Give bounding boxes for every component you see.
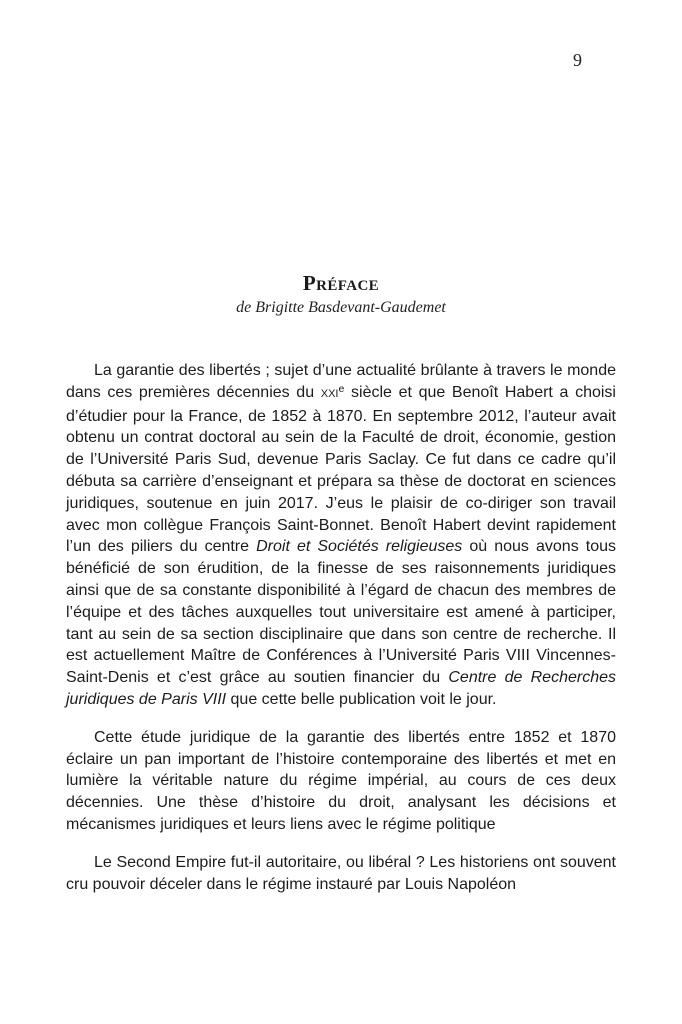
chapter-title: Préface bbox=[302, 271, 380, 295]
paragraph bbox=[66, 852, 616, 896]
text-run: où nous avons tous bénéficié de son érudition, de la finesse de ses raisonnements juridiques ainsi que de sa constante disponibilité à l’égard de chacun des membres de l’équipe et des tâches auxquelles tout universitaire est amené à participer, tant au sein de sa section disciplinaire que dans son centre de recherche. Il est actuellement Maître de Conférences à l’Université Paris VIII Vincennes-Saint-Denis et c’est grâce au soutien financier du bbox=[66, 538, 617, 687]
text-run: La garantie des libertés ; sujet d’une actualité brûlante à travers le monde dans ces premières décennies du bbox=[66, 362, 616, 401]
text-run: que cette belle publication voit le jour. bbox=[226, 690, 497, 708]
text-run: siècle et que Benoît Habert a choisi d’étudier pour la France, de 1852 à 1870. En septembre 2012, l’auteur avait obtenu un contrat doctoral au sein de la Faculté de droit, économie, gestion de l’Université Paris Sud, devenue Paris Saclay. Ce fut dans ce cadre qu’il débuta sa carrière d’enseignant et prépara sa thèse de doctorat en sciences juridiques, soutenue en juin 2017. J’eus le plaisir de co-diriger son travail avec mon collègue François Saint-Bonnet. Benoît Habert devint rapidement l’un des piliers du centre bbox=[66, 383, 616, 556]
text-run: Centre de Recherches juridiques de Paris VIII bbox=[66, 669, 616, 708]
text-run: Le Second Empire fut-il autoritaire, ou libéral ? Les historiens ont souvent cru pouvoir déceler dans le régime instauré par Louis Napoléon bbox=[66, 853, 616, 893]
paragraph bbox=[66, 360, 616, 711]
text-run: Cette étude juridique de la garantie des libertés entre 1852 et 1870 éclaire un pan important de l’histoire contemporaine des libertés et met en lumière la véritable nature du régime impérial, au cours de ces deux décennies. Une thèse d’histoire du droit, analysant les décisions et mécanismes juridiques et leurs liens avec le régime politique bbox=[66, 728, 616, 833]
chapter-subtitle: de Brigitte Basdevant-Gaudemet bbox=[236, 299, 446, 316]
chapter-header bbox=[0, 271, 682, 317]
text-run: Droit et Sociétés religieuses bbox=[256, 538, 463, 556]
body-text bbox=[66, 360, 616, 895]
text-run: e bbox=[338, 383, 345, 396]
paragraph bbox=[66, 727, 616, 836]
page-number: 9 bbox=[573, 50, 582, 70]
text-run: xxi bbox=[320, 383, 339, 401]
